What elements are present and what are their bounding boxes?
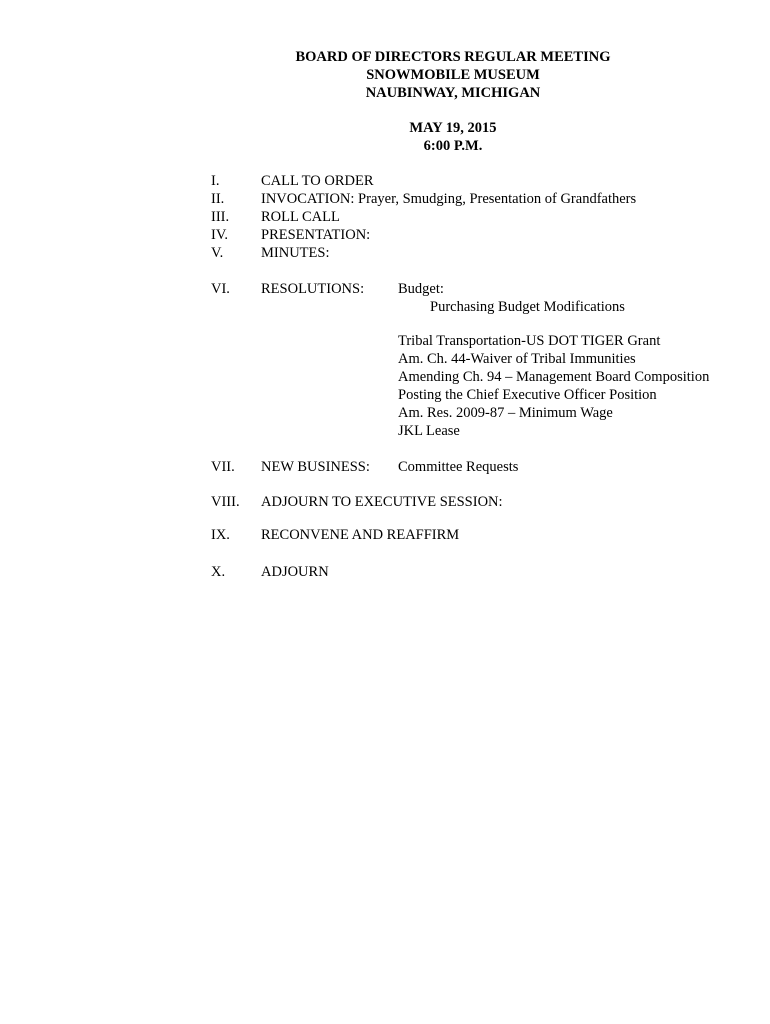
resolution-item: Am. Res. 2009-87 – Minimum Wage bbox=[398, 405, 613, 421]
agenda-item-8 bbox=[0, 493, 770, 511]
resolution-item: Amending Ch. 94 – Management Board Composition bbox=[398, 369, 710, 385]
resolution-item: JKL Lease bbox=[398, 423, 460, 439]
resolution-item: Tribal Transportation-US DOT TIGER Grant bbox=[398, 333, 661, 349]
agenda-item-1 bbox=[0, 172, 770, 190]
agenda-item-6 bbox=[0, 280, 770, 298]
document-header bbox=[0, 48, 770, 102]
agenda-item-label: ADJOURN TO EXECUTIVE SESSION: bbox=[261, 494, 503, 510]
agenda-item-5 bbox=[0, 244, 770, 262]
agenda-item-label: PRESENTATION: bbox=[261, 227, 371, 243]
agenda-item-number: X. bbox=[211, 564, 226, 580]
new-business-item: Committee Requests bbox=[398, 459, 519, 475]
agenda-item-10 bbox=[0, 563, 770, 581]
agenda-item-number: I. bbox=[211, 173, 220, 189]
agenda-item-label: CALL TO ORDER bbox=[261, 173, 374, 189]
resolution-budget-item: Purchasing Budget Modifications bbox=[430, 299, 625, 315]
header-location-name: SNOWMOBILE MUSEUM bbox=[366, 67, 540, 83]
agenda-item-3 bbox=[0, 208, 770, 226]
agenda-item-number: II. bbox=[211, 191, 225, 207]
agenda-item-number: IV. bbox=[211, 227, 229, 243]
agenda-item-2 bbox=[0, 190, 770, 208]
agenda-item-label: NEW BUSINESS: bbox=[261, 459, 370, 475]
agenda-item-4 bbox=[0, 226, 770, 244]
header-location-city: NAUBINWAY, MICHIGAN bbox=[365, 85, 541, 101]
header-meeting-title: BOARD OF DIRECTORS REGULAR MEETING bbox=[295, 49, 611, 65]
agenda-item-label: ADJOURN bbox=[261, 564, 329, 580]
resolution-budget-row bbox=[0, 298, 770, 316]
meeting-time: 6:00 P.M. bbox=[423, 138, 483, 154]
agenda-item-number: VI. bbox=[211, 281, 230, 297]
meeting-date: MAY 19, 2015 bbox=[409, 120, 497, 136]
agenda-item-label: RECONVENE AND REAFFIRM bbox=[261, 527, 460, 543]
agenda-item-number: IX. bbox=[211, 527, 230, 543]
agenda-item-label: RESOLUTIONS: bbox=[261, 281, 365, 297]
agenda-item-number: VIII. bbox=[211, 494, 240, 510]
agenda-item-7 bbox=[0, 458, 770, 476]
agenda-item-label: MINUTES: bbox=[261, 245, 330, 261]
agenda-item-label: ROLL CALL bbox=[261, 209, 340, 225]
resolution-list bbox=[398, 332, 709, 440]
resolution-item: Am. Ch. 44-Waiver of Tribal Immunities bbox=[398, 351, 636, 367]
resolution-budget-heading: Budget: bbox=[398, 281, 444, 297]
agenda-item-number: III. bbox=[211, 209, 230, 225]
agenda-item-9 bbox=[0, 526, 770, 544]
meeting-datetime bbox=[0, 119, 770, 155]
agenda-item-number: V. bbox=[211, 245, 224, 261]
agenda-item-label: INVOCATION: Prayer, Smudging, Presentation of Grandfathers bbox=[261, 191, 637, 207]
resolution-item: Posting the Chief Executive Officer Position bbox=[398, 387, 657, 403]
agenda-item-number: VII. bbox=[211, 459, 235, 475]
